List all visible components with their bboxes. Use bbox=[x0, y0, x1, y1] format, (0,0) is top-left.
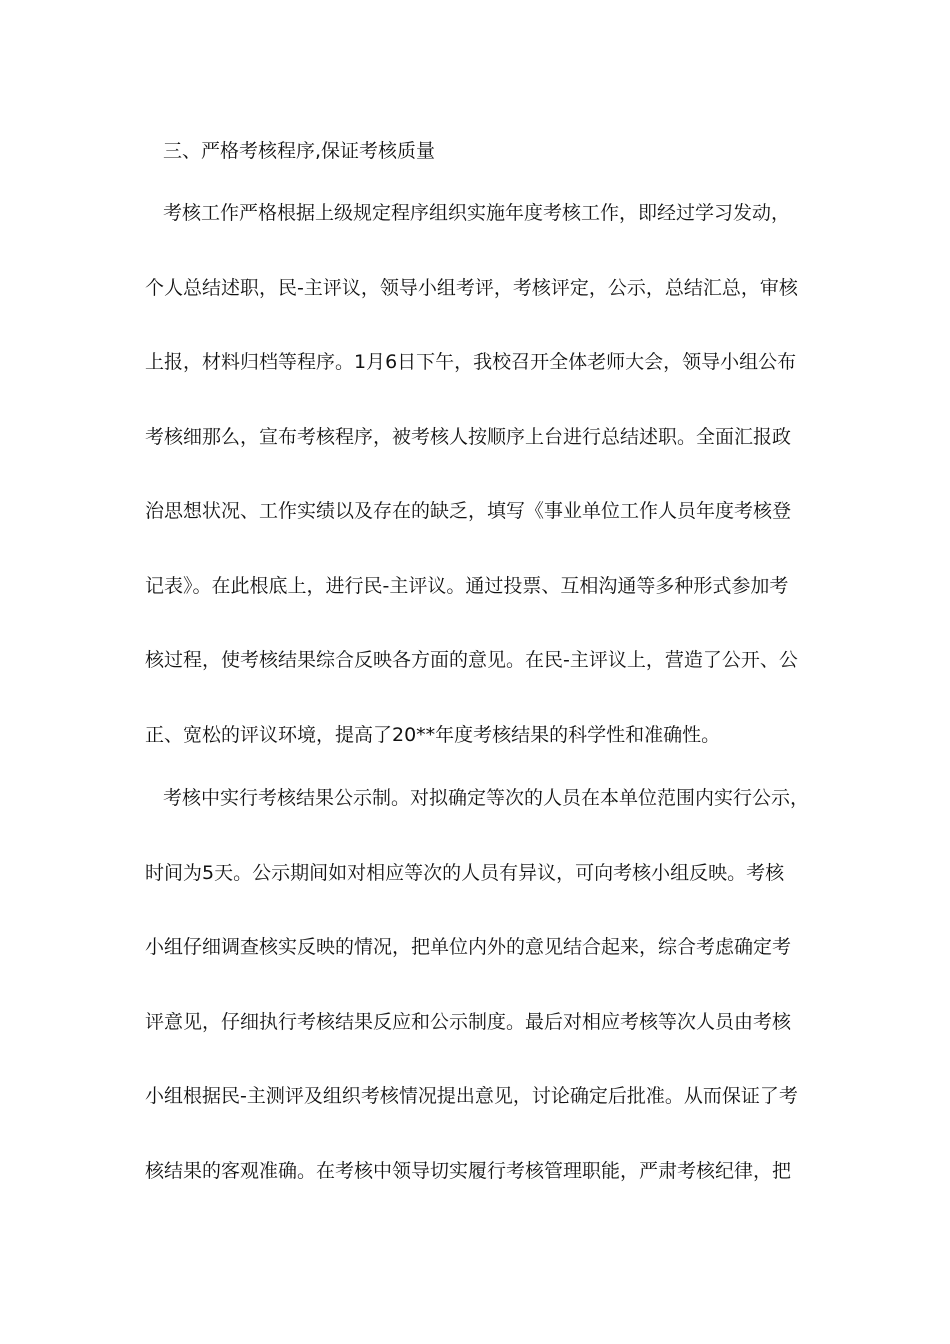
paragraph-1-line-2: 个人总结述职，民-主评议，领导小组考评，考核评定，公示，总结汇总，审核 bbox=[145, 277, 798, 299]
section-heading: 三、严格考核程序,保证考核质量 bbox=[163, 140, 436, 162]
paragraph-2-line-6: 核结果的客观准确。在考核中领导切实履行考核管理职能，严肃考核纪律，把 bbox=[145, 1160, 792, 1182]
paragraph-1-line-4: 考核细那么，宣布考核程序，被考核人按顺序上台进行总结述职。全面汇报政 bbox=[145, 426, 792, 448]
paragraph-2-line-2: 时间为5天。公示期间如对相应等次的人员有异议，可向考核小组反映。考核 bbox=[145, 862, 785, 884]
paragraph-1-line-7: 核过程，使考核结果综合反映各方面的意见。在民-主评议上，营造了公开、公 bbox=[145, 649, 798, 671]
paragraph-2-line-4: 评意见，仔细执行考核结果反应和公示制度。最后对相应考核等次人员由考核 bbox=[145, 1011, 792, 1033]
paragraph-1-line-6: 记表》。在此根底上，进行民-主评议。通过投票、互相沟通等多种形式参加考 bbox=[145, 575, 789, 597]
paragraph-2-line-5: 小组根据民-主测评及组织考核情况提出意见，讨论确定后批准。从而保证了考 bbox=[145, 1085, 798, 1107]
paragraph-1-line-5: 治思想状况、工作实绩以及存在的缺乏，填写《事业单位工作人员年度考核登 bbox=[145, 500, 792, 522]
paragraph-2-line-3: 小组仔细调查核实反映的情况，把单位内外的意见结合起来，综合考虑确定考 bbox=[145, 936, 792, 958]
paragraph-1-line-1: 考核工作严格根据上级规定程序组织实施年度考核工作，即经过学习发动， bbox=[163, 202, 791, 224]
paragraph-1-line-8: 正、宽松的评议环境，提高了20**年度考核结果的科学性和准确性。 bbox=[145, 724, 721, 746]
paragraph-2-line-1: 考核中实行考核结果公示制。对拟确定等次的人员在本单位范围内实行公示， bbox=[163, 787, 810, 809]
paragraph-1-line-3: 上报，材料归档等程序。1月6日下午，我校召开全体老师大会，领导小组公布 bbox=[145, 351, 797, 373]
